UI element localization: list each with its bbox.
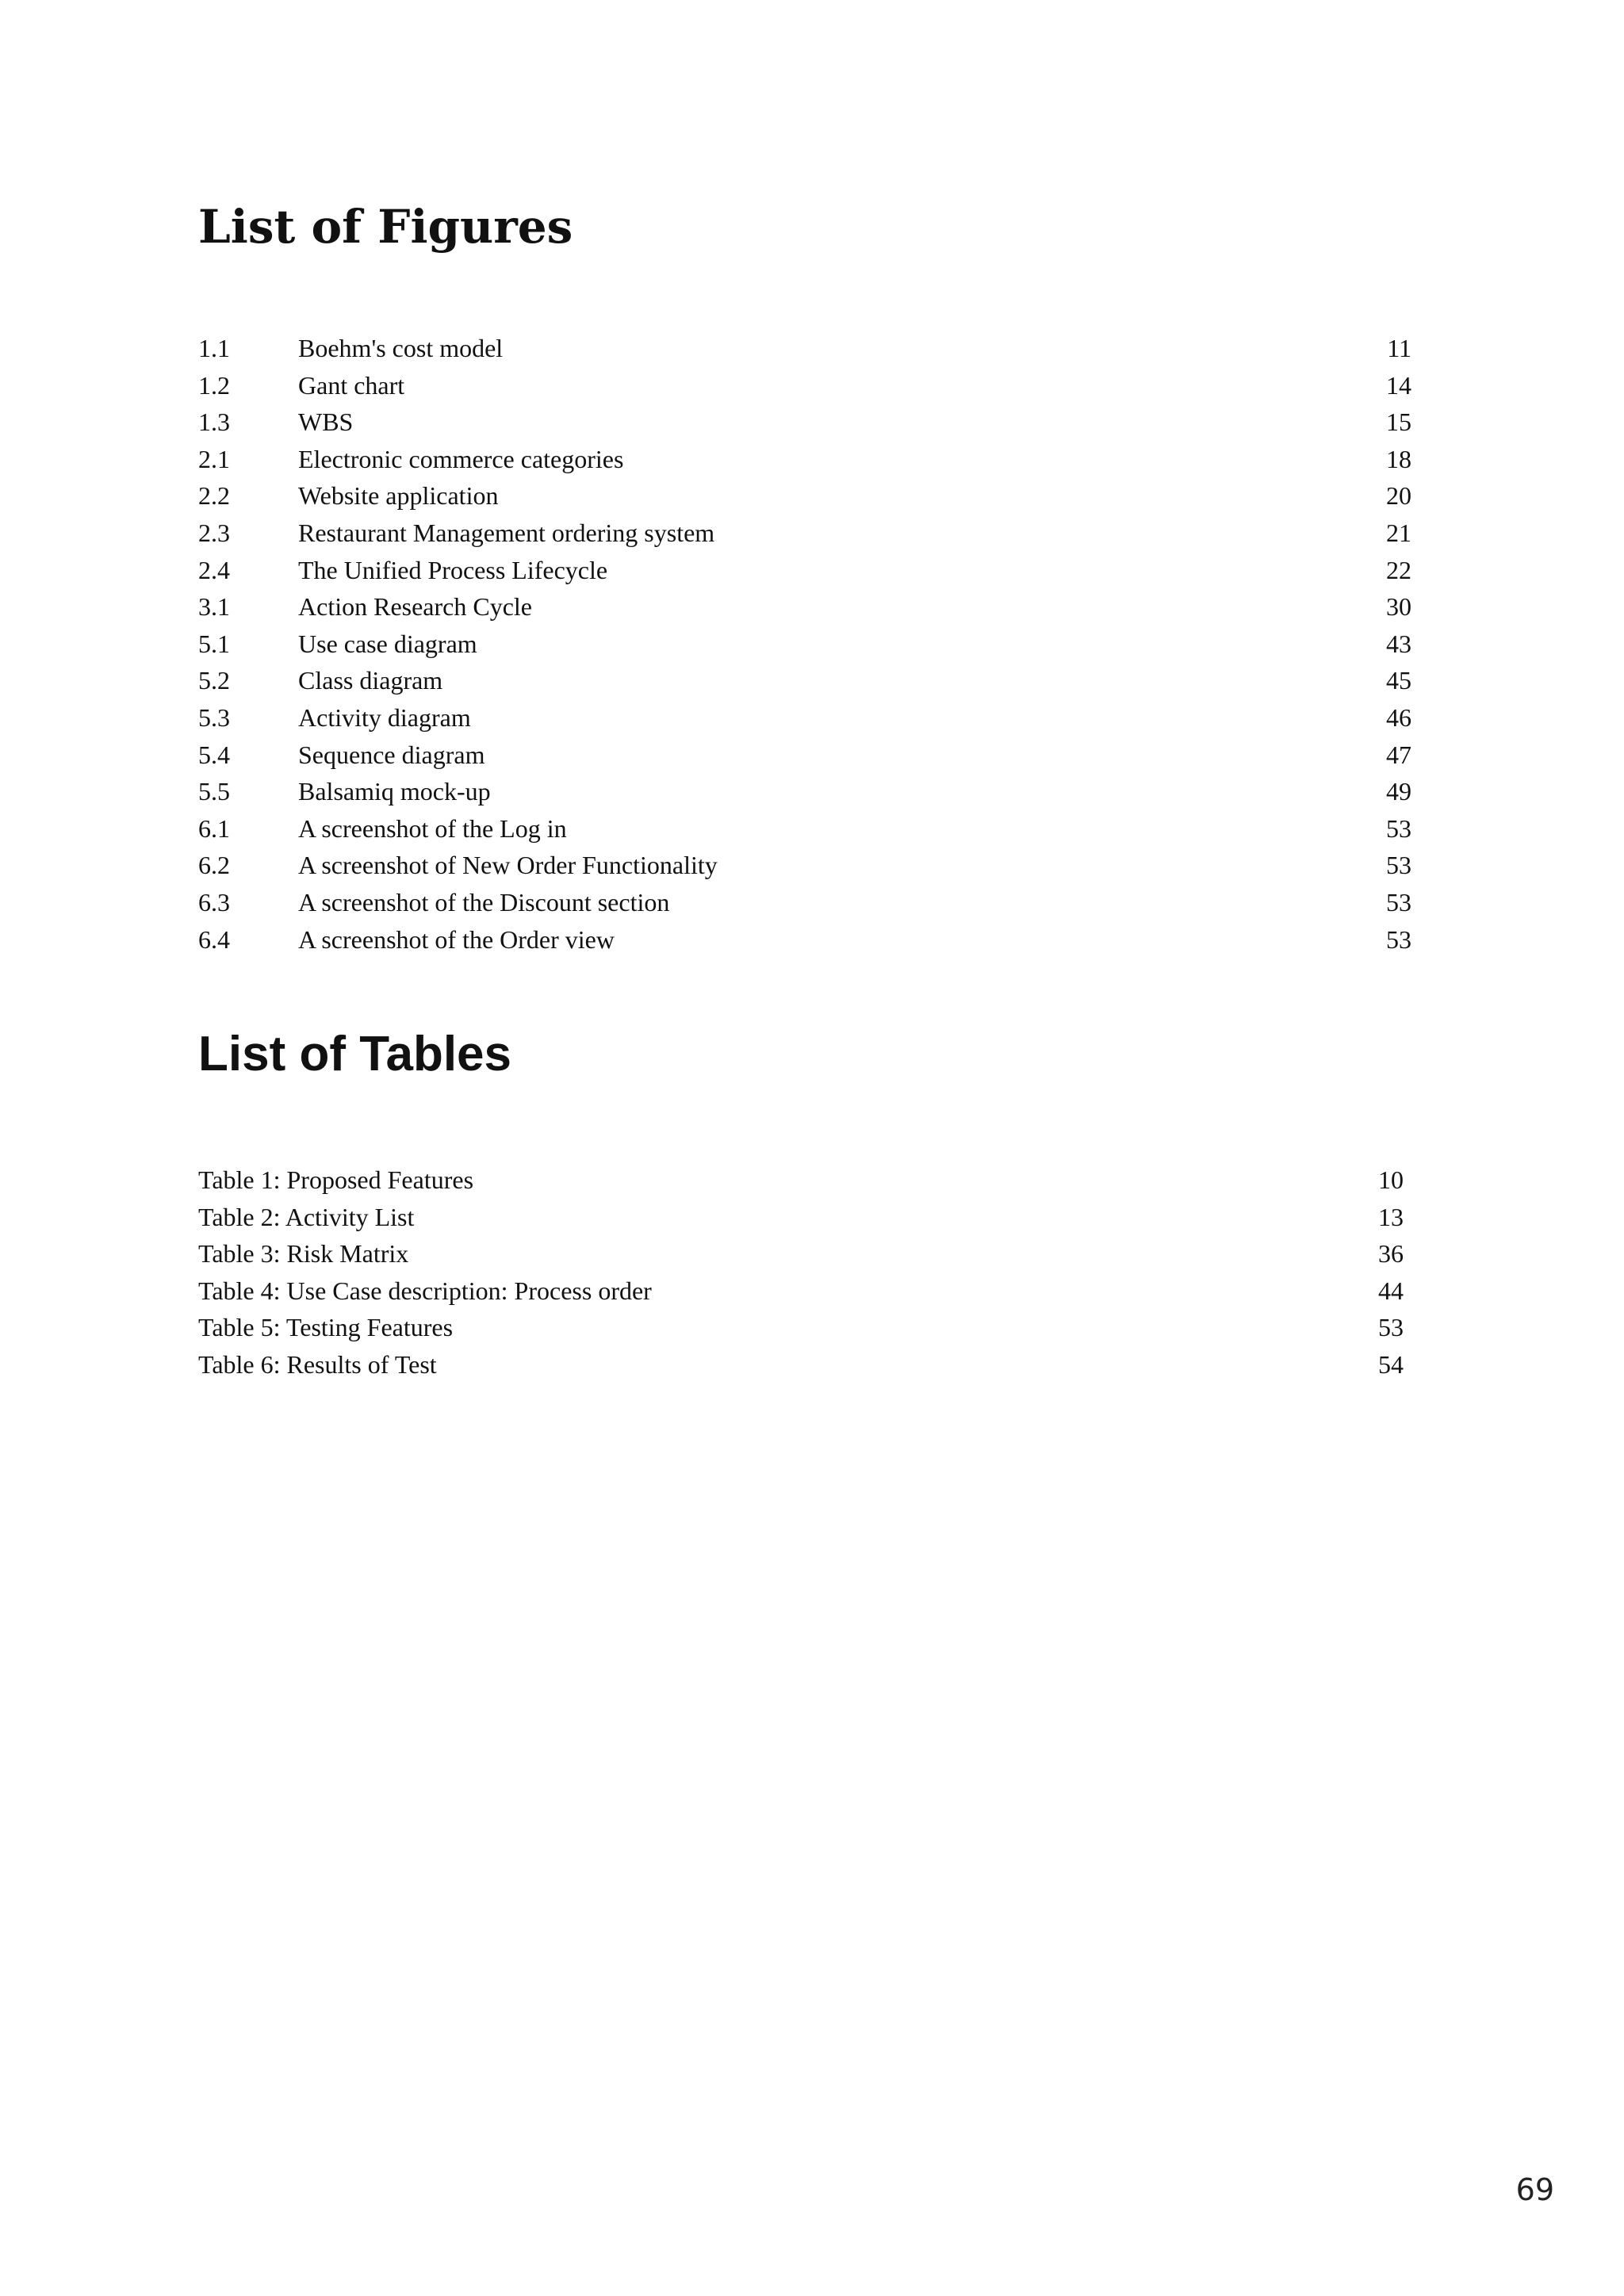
entry-page-number: 49 bbox=[1386, 777, 1411, 806]
table-entry bbox=[198, 1272, 1404, 1310]
figure-entry bbox=[198, 441, 1411, 478]
entry-number: 5.1 bbox=[198, 629, 230, 658]
table-entry bbox=[198, 1235, 1404, 1272]
table-entry bbox=[198, 1309, 1404, 1346]
entry-number: 6.2 bbox=[198, 851, 230, 880]
entry-number: 5.2 bbox=[198, 666, 230, 695]
entry-title: Table 1: Proposed Features bbox=[198, 1165, 474, 1194]
entry-title: Electronic commerce categories bbox=[298, 444, 624, 473]
table-entry bbox=[198, 1199, 1404, 1236]
entry-page-number: 18 bbox=[1386, 444, 1411, 473]
entry-page-number: 54 bbox=[1378, 1349, 1404, 1379]
figure-entry bbox=[198, 588, 1411, 626]
entry-page-number: 53 bbox=[1386, 924, 1411, 954]
entry-number: 2.3 bbox=[198, 518, 230, 547]
entry-title: Gant chart bbox=[298, 370, 405, 400]
entry-page-number: 14 bbox=[1386, 370, 1411, 400]
entry-number: 3.1 bbox=[198, 592, 230, 622]
entry-number: 2.4 bbox=[198, 555, 230, 584]
entry-page-number: 36 bbox=[1378, 1239, 1404, 1269]
figure-entry bbox=[198, 515, 1411, 552]
table-entry bbox=[198, 1161, 1404, 1199]
entry-title: The Unified Process Lifecycle bbox=[298, 555, 608, 584]
entry-number: 2.1 bbox=[198, 444, 230, 473]
entry-title: Action Research Cycle bbox=[298, 592, 532, 622]
entry-page-number: 45 bbox=[1386, 666, 1411, 695]
entry-page-number: 46 bbox=[1386, 702, 1411, 732]
figure-entry bbox=[198, 330, 1411, 367]
page-number: 69 bbox=[1515, 2172, 1554, 2207]
entry-title: Website application bbox=[298, 481, 499, 511]
entry-title: Use case diagram bbox=[298, 629, 477, 658]
entry-number: 6.3 bbox=[198, 887, 230, 916]
figure-entry bbox=[198, 699, 1411, 737]
entry-title: Table 3: Risk Matrix bbox=[198, 1239, 409, 1269]
entry-page-number: 53 bbox=[1386, 851, 1411, 880]
entry-title: A screenshot of the Discount section bbox=[298, 887, 670, 916]
entry-title: Table 5: Testing Features bbox=[198, 1313, 454, 1342]
entry-title: Table 2: Activity List bbox=[198, 1202, 415, 1231]
entry-number: 6.4 bbox=[198, 924, 230, 954]
figure-entry bbox=[198, 884, 1411, 921]
entry-title: A screenshot of the Order view bbox=[298, 924, 615, 954]
tables-list bbox=[198, 1161, 1404, 1383]
entry-title: Class diagram bbox=[298, 666, 443, 695]
entry-number: 6.1 bbox=[198, 813, 230, 843]
figure-entry bbox=[198, 477, 1411, 515]
entry-page-number: 21 bbox=[1386, 518, 1411, 547]
entry-title: Table 4: Use Case description: Process order bbox=[198, 1276, 652, 1305]
entry-page-number: 53 bbox=[1386, 813, 1411, 843]
figure-entry bbox=[198, 847, 1411, 884]
entry-page-number: 15 bbox=[1386, 408, 1411, 437]
entry-title: WBS bbox=[298, 408, 354, 437]
entry-page-number: 53 bbox=[1378, 1313, 1404, 1342]
entry-title: Table 6: Results of Test bbox=[198, 1349, 437, 1379]
entry-number: 5.3 bbox=[198, 702, 230, 732]
entry-number: 1.2 bbox=[198, 370, 230, 400]
figure-entry bbox=[198, 404, 1411, 441]
entry-page-number: 44 bbox=[1378, 1276, 1404, 1305]
figure-entry bbox=[198, 367, 1411, 404]
list-of-figures-heading: List of Figures bbox=[198, 200, 573, 254]
figure-entry bbox=[198, 810, 1411, 848]
entry-number: 1.1 bbox=[198, 334, 230, 362]
entry-number: 5.4 bbox=[198, 740, 230, 769]
figure-entry bbox=[198, 737, 1411, 774]
table-entry bbox=[198, 1346, 1404, 1383]
entry-title: Balsamiq mock-up bbox=[298, 777, 491, 806]
entry-title: Restaurant Management ordering system bbox=[298, 518, 715, 547]
figure-entry bbox=[198, 921, 1411, 959]
entry-title: Boehm's cost model bbox=[298, 334, 504, 362]
entry-title: A screenshot of the Log in bbox=[298, 813, 567, 843]
entry-page-number: 43 bbox=[1386, 629, 1411, 658]
entry-page-number: 10 bbox=[1378, 1165, 1404, 1194]
entry-title: Activity diagram bbox=[298, 702, 471, 732]
entry-number: 1.3 bbox=[198, 408, 230, 437]
entry-page-number: 20 bbox=[1386, 481, 1411, 511]
entry-title: A screenshot of New Order Functionality bbox=[298, 851, 718, 880]
entry-number: 2.2 bbox=[198, 481, 230, 511]
list-of-tables-heading: List of Tables bbox=[198, 1027, 512, 1081]
figures-list bbox=[198, 330, 1411, 958]
entry-page-number: 11 bbox=[1387, 334, 1411, 362]
entry-title: Sequence diagram bbox=[298, 740, 485, 769]
entry-page-number: 22 bbox=[1386, 555, 1411, 584]
figure-entry bbox=[198, 773, 1411, 810]
entry-page-number: 53 bbox=[1386, 887, 1411, 916]
entry-number: 5.5 bbox=[198, 777, 230, 806]
entry-page-number: 13 bbox=[1378, 1202, 1404, 1231]
figure-entry bbox=[198, 552, 1411, 589]
figure-entry bbox=[198, 662, 1411, 699]
figure-entry bbox=[198, 626, 1411, 663]
entry-page-number: 47 bbox=[1386, 740, 1411, 769]
entry-page-number: 30 bbox=[1386, 592, 1411, 622]
